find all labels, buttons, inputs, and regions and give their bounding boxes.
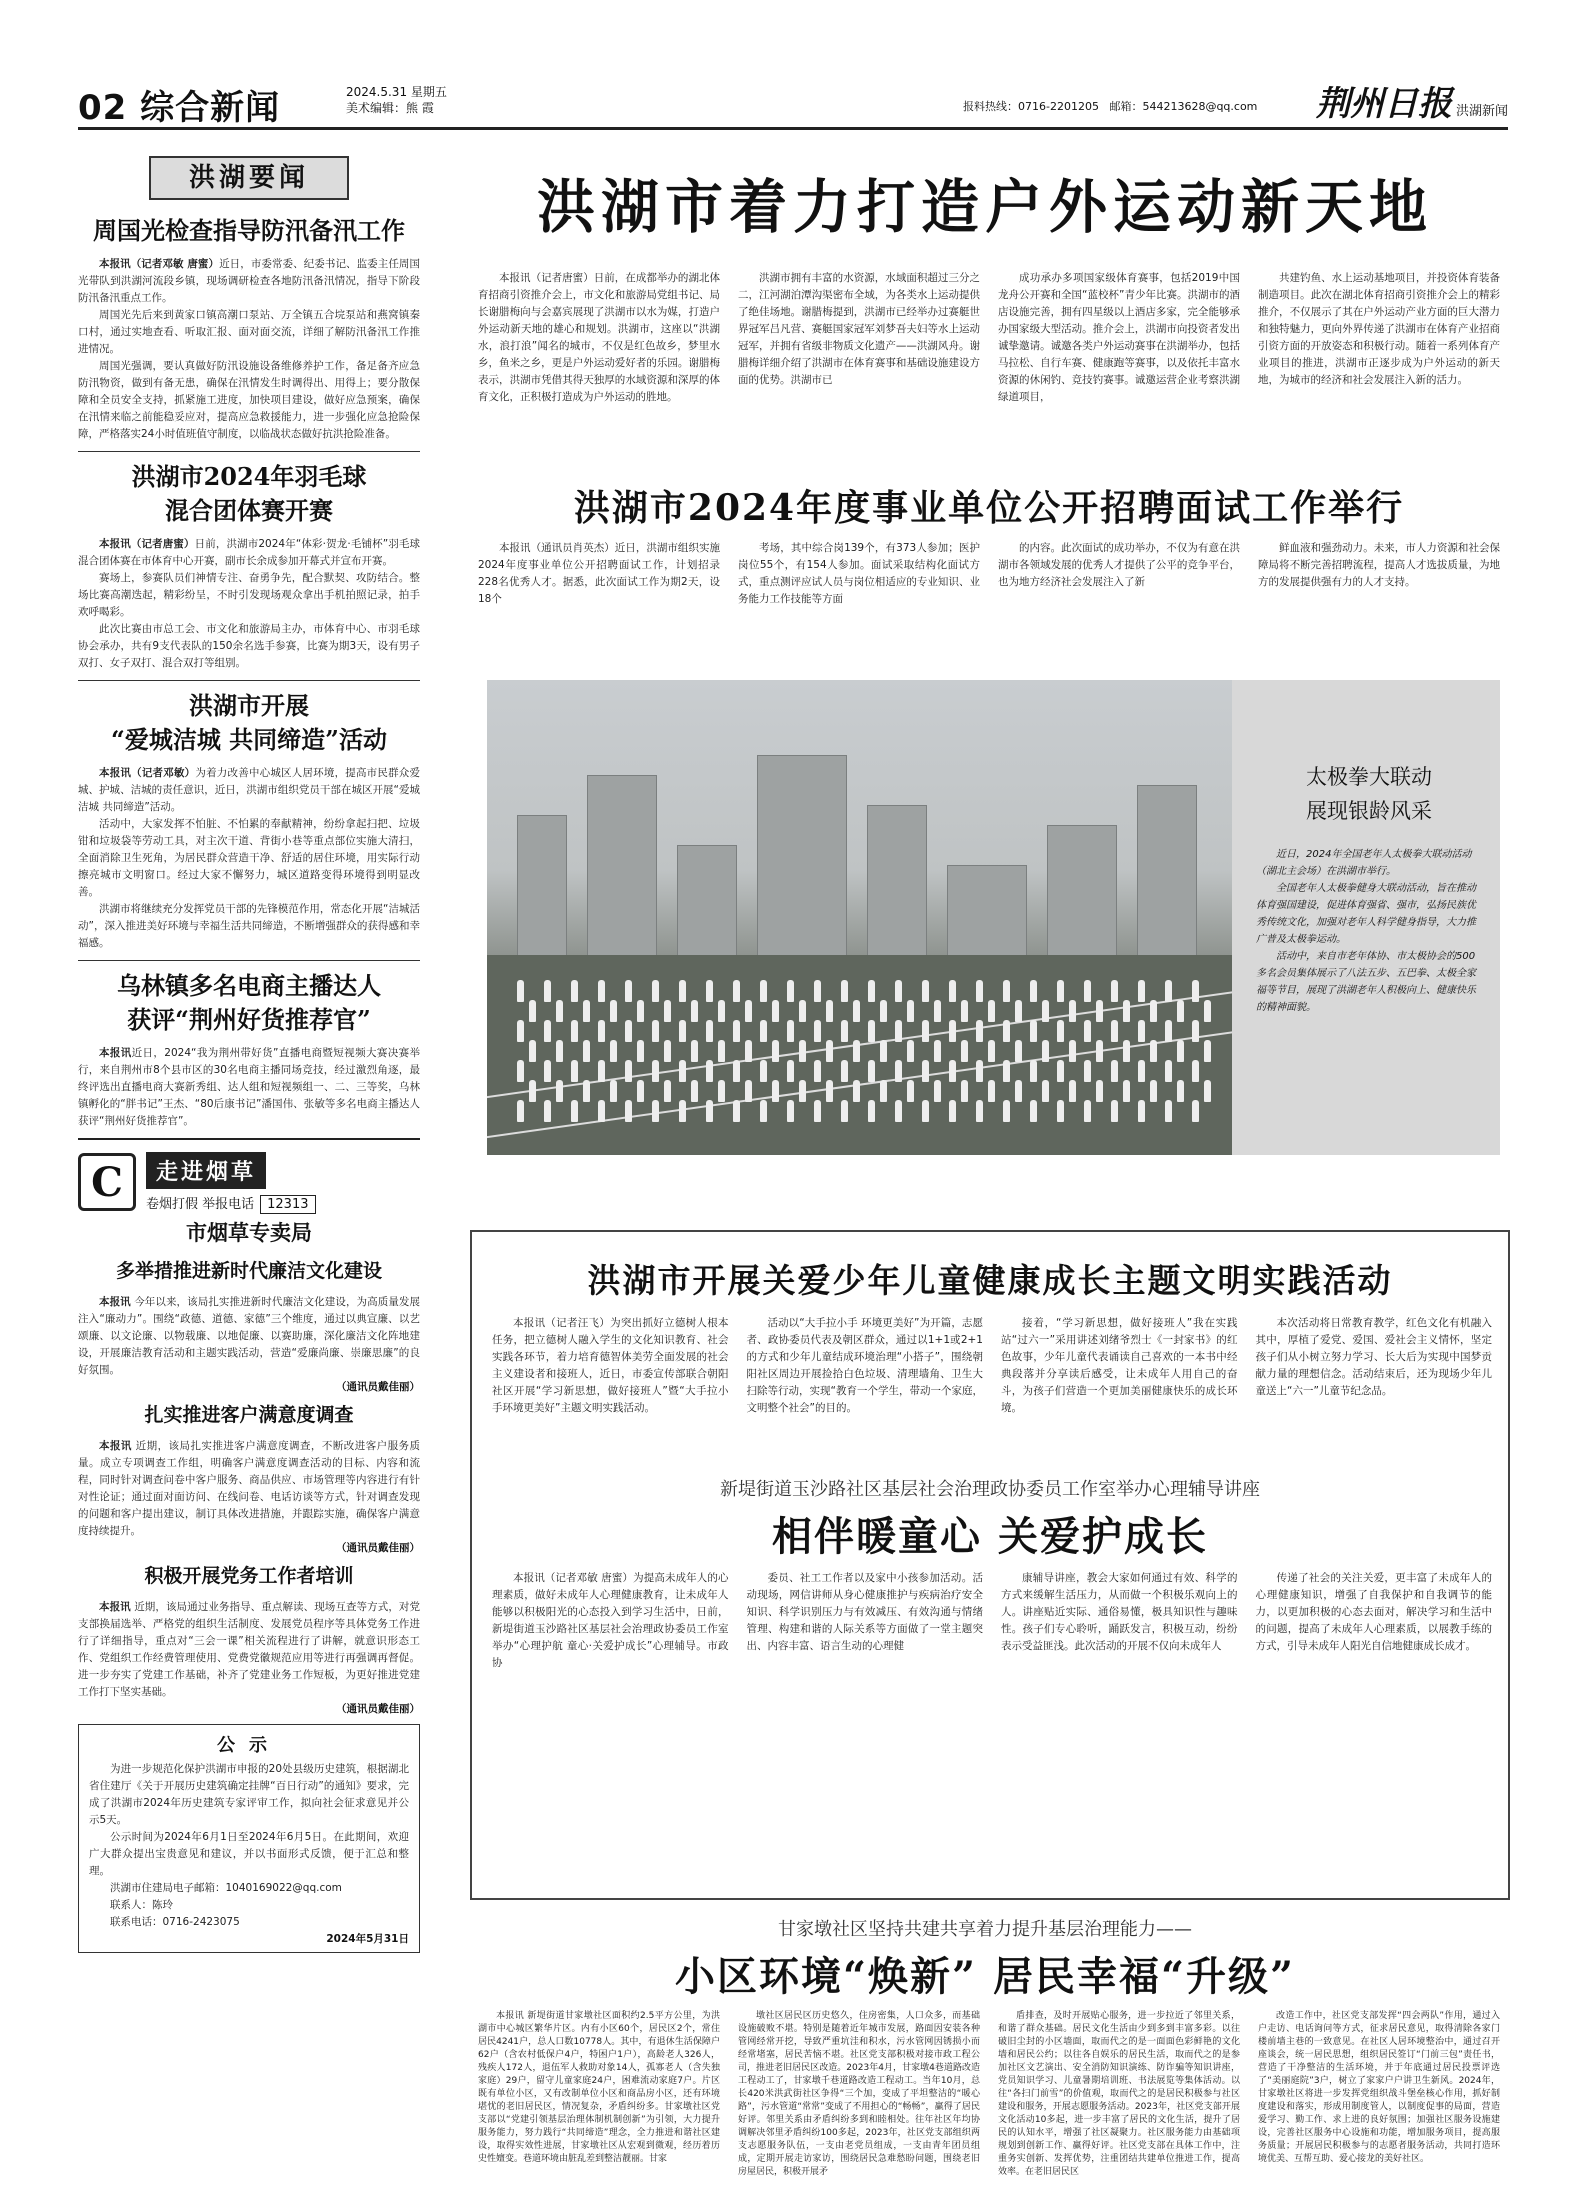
performer-figure [1204, 1040, 1211, 1062]
notice-date: 2024年5月31日 [326, 1933, 409, 1945]
performer-figure [718, 1000, 725, 1022]
article-title: 洪湖市开展关爱少年儿童健康成长主题文明实践活动 [587, 1261, 1393, 1300]
performer-figure [1177, 1000, 1184, 1022]
credit: （通讯员戴佳丽） [336, 1381, 420, 1393]
article-title: 洪湖市2024年羽毛球 混合团体赛开赛 [131, 462, 367, 525]
performer-figure [1084, 1060, 1091, 1082]
contact-line: 报料热线：0716-2201205 邮箱：544213628@qq.com [963, 100, 1258, 113]
performer-figure [1030, 1100, 1037, 1122]
performer-figure [544, 1060, 551, 1082]
article-column: 成功承办多项国家级体育赛事，包括2019中国龙舟公开赛和全国“蓝校杯”青少年比赛。洪湖市的酒店设施完善，拥有四星级以上酒店多家，完全能够承办国家级大型活动。推介会上，洪湖市向投资者发出诚挚邀请。诚邀各类户外运动赛事在洪湖举办，包括马拉松、自行车赛、健康跑等赛事，以及依托丰富水资源的休闲钓、竞技钓赛事。诚邀运营企业考察洪湖绿道项目， [998, 272, 1240, 403]
divider [78, 680, 420, 681]
performer-figure [787, 1020, 794, 1042]
performer-figure [733, 1020, 740, 1042]
performer-figure [760, 1060, 767, 1082]
performer-figure [598, 1100, 605, 1122]
performer-figure [961, 1040, 968, 1062]
performer-figure [1150, 1080, 1157, 1102]
performer-figure [907, 1040, 914, 1062]
article-column: 共建钓鱼、水上运动基地项目，并投资体育装备制造项目。此次在湖北体育招商引资推介会上的精彩推介，不仅展示了其在户外运动产业方面的巨大潜力和独特魅力，更向外界传递了洪湖市在体育产业招商引资方面的开放姿态和积极行动。随着一系列体育产业项目的推进，洪湖市正逐步成为户外运动的新天地，为城市的经济和社会发展注入新的活力。 [1258, 272, 1500, 386]
performer-figure [706, 1100, 713, 1122]
performer-figure [1177, 1040, 1184, 1062]
divider [78, 1138, 420, 1140]
performer-figure [772, 1040, 779, 1062]
caption-body: 近日，2024年全国老年人太极拳大联动活动（湖北主会场）在洪湖市举行。 [1256, 849, 1472, 877]
performer-figure [706, 1020, 713, 1042]
performer-figure [1057, 1020, 1064, 1042]
performer-figure [664, 1040, 671, 1062]
performer-figure [625, 1020, 632, 1042]
paper-logo: 荆州日报 洪湖新闻 [1315, 84, 1508, 124]
article-body [478, 2010, 1500, 2190]
photo-caption [1232, 680, 1500, 1155]
performer-figure [787, 1060, 794, 1082]
performer-figure [517, 980, 524, 1002]
performer-figure [853, 1080, 860, 1102]
performer-figure [1123, 1080, 1130, 1102]
performer-figure [787, 1100, 794, 1122]
article-body: 周国光先后来到黄家口镇高潮口泵站、万全镇五合垸泵站和燕窝镇秦口村，通过实地查看、听取汇报、面对面交流，详细了解防汛备汛工作推进情况。 [78, 309, 420, 355]
performer-figure [517, 1060, 524, 1082]
notice-phone: 联系电话：0716-2423075 [110, 1916, 240, 1928]
article-body: 本报讯 近期，该局扎实推进客户满意度调查，不断改进客户服务质量。成立专项调查工作组，明确客户满意度调查活动的目标、内容和流程，同时针对调查问卷中客户服务、商品供应、市场管理等内容进行有针对性论证；通过面对面访问、在线问卷、电话访谈等方式，针对调查发现的问题和客户提出建议，制订具体改进措施，并跟踪实施，确保客户满意度持续提升。 [78, 1440, 421, 1537]
performer-figure [1003, 1100, 1010, 1122]
article-column: 活动以“大手拉小手 环境更美好”为开篇，志愿者、政协委员代表及朝区群众，通过以1+1或2+1的方式和少年儿童结成环境治理“小搭子”，围绕朝阳社区周边开展捡拾白色垃圾、清理墙角、卫生大扫除等行动，实现“教育一个学生，带动一个家庭，文明整个社会”的目的。 [746, 1317, 983, 1414]
performer-figure [949, 1100, 956, 1122]
performer-figure [1003, 1020, 1010, 1042]
performer-figure [652, 1100, 659, 1122]
performer-figure [583, 1080, 590, 1102]
divider [78, 451, 420, 452]
performer-figure [1192, 980, 1199, 1002]
article-title: 周国光检查指导防汛备汛工作 [93, 216, 405, 245]
performer-figure [1096, 1040, 1103, 1062]
performer-figure [868, 980, 875, 1002]
performer-figure [988, 1080, 995, 1102]
performer-figure [1042, 1040, 1049, 1062]
performer-figure [652, 1020, 659, 1042]
performer-figure [1015, 1040, 1022, 1062]
performer-figure [895, 1100, 902, 1122]
article-title: 扎实推进客户满意度调查 [144, 1404, 354, 1426]
article-column: 洪湖市拥有丰富的水资源，水域面积超过三分之二，江河湖泊潭沟渠密布全域，为各类水上运动提供了绝佳场地。谢腊梅提到，洪湖市已经举办过赛艇世界冠军吕凡营、赛艇国家冠军刘梦吾夫妇等水上运动冠军，并拥有省级非物质文化遗产——洪湖风舟。谢腊梅详细介绍了洪湖市在体育赛事和基础设施建设方面的优势。洪湖市已 [738, 272, 980, 386]
performer-figure [637, 1080, 644, 1102]
issue-meta [346, 84, 447, 116]
performer-figure [1084, 1020, 1091, 1042]
performer-figure [529, 1040, 536, 1062]
performer-figure [745, 1000, 752, 1022]
performer-figure [1003, 1060, 1010, 1082]
performer-figure [733, 1060, 740, 1082]
article-column: 本报讯（记者唐蜜）日前，在成都举办的湖北体育招商引资推介会上，市文化和旅游局党组书记、局长谢腊梅向与会嘉宾展现了洪湖市以水为媒，打造户外运动新天地的雄心和规划。洪湖市，这座以“洪湖水，浪打浪”闻名的城市，不仅是红色故乡，梦里水乡，鱼米之乡，更是户外运动爱好者的乐园。谢腊梅表示，洪湖市凭借其得天独厚的水域资源和深厚的体育文化，正积极打造成为户外运动的胜地。 [478, 272, 720, 403]
performer-figure [583, 1000, 590, 1022]
performer-figure [1138, 1100, 1145, 1122]
article-title: 相伴暖童心 关爱护成长 [772, 1513, 1208, 1560]
performer-figure [841, 980, 848, 1002]
performer-figure [637, 1000, 644, 1022]
performer-figure [1096, 1000, 1103, 1022]
page-number-section: 02 综合新闻 [78, 88, 281, 128]
performer-figure [895, 1020, 902, 1042]
performer-figure [934, 1000, 941, 1022]
performer-figure [745, 1040, 752, 1062]
notice-title: 公示 [217, 1735, 281, 1756]
performer-figure [976, 1100, 983, 1122]
performer-figure [691, 1040, 698, 1062]
performer-figure [652, 980, 659, 1002]
notice-body: 公示时间为2024年6月1日至2024年6月5日。在此期间，欢迎广大群众提出宝贵意见和建议，并以书面形式反馈，便于汇总和整理。 [89, 1831, 409, 1877]
performer-figure [772, 1080, 779, 1102]
performer-figure [529, 1000, 536, 1022]
performer-figure [976, 1020, 983, 1042]
performer-figure [826, 1000, 833, 1022]
performer-figure [961, 1000, 968, 1022]
article-column: 鲜血液和强劲动力。未来，市人力资源和社会保障局将不断完善招聘流程，提高人才选拔质量，为地方的发展提供强有力的人才支持。 [1258, 542, 1500, 588]
notice-contact: 联系人：陈玲 [110, 1899, 173, 1911]
performer-figure [1111, 980, 1118, 1002]
performer-figure [1123, 1040, 1130, 1062]
performer-figure [598, 980, 605, 1002]
performer-figure [907, 1080, 914, 1102]
performer-figure [718, 1080, 725, 1102]
performer-figure [718, 1040, 725, 1062]
article-body: 本报讯近日，2024“我为荆州带好货”直播电商暨短视频大赛决赛举行，来自荆州市8个县市区的30名电商主播同场竞技，经过激烈角逐，最终评选出直播电商大赛新秀组、达人组和短视频组一、二、三等奖，乌林镇孵化的“胖书记”王杰、“80后康书记”潘国伟、张敏等多名电商主播达人获评“荆州好货推荐官”。 [78, 1047, 420, 1127]
article-body: 本报讯（记者邓敏 唐蜜）近日，市委常委、纪委书记、监委主任周国光带队到洪湖河流段乡镇，现场调研检查各地防汛备汛情况，指导下阶段防汛备汛重点工作。 [78, 258, 420, 304]
article-body: 本报讯 今年以来，该局扎实推进新时代廉洁文化建设，为高质量发展注入“廉动力”。围绕“政德、道德、家德”三个维度，通过以典宣廉、以艺颂廉、以文论廉、以物载廉、以地促廉、以赛助廉，深化廉洁文化阵地建设，开展廉洁教育活动和主题实践活动，营造“爱廉尚廉、崇廉思廉”的良好氛围。 [78, 1296, 421, 1376]
performer-figure [1204, 1080, 1211, 1102]
performer-figure [907, 1000, 914, 1022]
performer-figure [949, 980, 956, 1002]
performer-figure [529, 1080, 536, 1102]
performer-figure [1123, 1000, 1130, 1022]
performer-figure [544, 1100, 551, 1122]
article-column: 考场，其中综合岗139个，有373人参加；医护岗位55个，有154人参加。面试采取结构化面试方式，重点测评应试人员与岗位相适应的专业知识、业务能力工作技能等方面 [738, 542, 980, 605]
article-body: 赛场上，参赛队员们神情专注、奋勇争先，配合默契、攻防结合。整场比赛高潮迭起，精彩纷呈，不时引发现场观众拿出手机拍照记录，拍手欢呼喝彩。 [78, 572, 420, 618]
performer-figure [841, 1020, 848, 1042]
article-body: 此次比赛由市总工会、市文化和旅游局主办，市体育中心、市羽毛球协会承办，共有9支代表队的150余名选手参赛，比赛为期3天，设有男子双打、女子双打、混合双打等组别。 [78, 623, 420, 669]
performer-figure [895, 980, 902, 1002]
performer-figure [760, 1100, 767, 1122]
performer-figure [583, 1040, 590, 1062]
article-title: 洪湖市开展 “爱城洁城 共同缔造”活动 [111, 691, 387, 754]
performer-figure [679, 1100, 686, 1122]
article-column: 的内容。此次面试的成功举办，不仅为有意在洪湖市各领域发展的优秀人才提供了公平的竞争平台，也为地方经济社会发展注入了新 [998, 542, 1240, 588]
performer-figure [652, 1060, 659, 1082]
article-title: 多举措推进新时代廉洁文化建设 [115, 1260, 382, 1282]
performer-figure [1069, 1080, 1076, 1102]
performer-figure [1165, 980, 1172, 1002]
performer-figure [1057, 1100, 1064, 1122]
performer-figure [814, 1020, 821, 1042]
performer-figure [961, 1080, 968, 1102]
article-column: 改造工作中，社区党支部发挥“四会两队”作用，通过入户走访、电话询问等方式，征求居民意见，取得清除各家门楼前墙主巷的一致意见。在社区人居环境整治中，通过召开座谈会，统一居民思想，组织居民签订“门前三包”责任书，营造了干净整洁的生活环境，并于年底通过居民投票评选了“美丽庭院”3户，树立了家家户户讲卫生新风。2024年，甘家墩社区将进一步发挥党组织战斗堡垒核心作用，抓好制度建设和落实，形成用制度管人，以制度促事的局面，营造爱学习、勤工作、求上进的良好氛围；加强社区服务设施建设，完善社区服务中心设施和功能，增加服务项目，提高服务质量；开展居民积极参与的志愿者服务活动，共同打造环境优美、互帮互助、爱心接龙的美好社区。 [1258, 2011, 1500, 2164]
performer-figure [679, 980, 686, 1002]
performer-figure [544, 1020, 551, 1042]
lead-article-body [478, 270, 1500, 406]
article-title: 洪湖市2024年度事业单位公开招聘面试工作举行 [573, 487, 1405, 529]
performer-figure [976, 1060, 983, 1082]
public-notice [78, 1724, 420, 1953]
performer-figure [772, 1000, 779, 1022]
performer-figure [976, 980, 983, 1002]
performer-figure [1150, 1000, 1157, 1022]
performer-figure [826, 1040, 833, 1062]
performer-figure [799, 1040, 806, 1062]
report-hotline: 卷烟打假 举报电话 12313 [146, 1193, 420, 1212]
performer-figure [949, 1060, 956, 1082]
article-column: 本报讯（记者汪飞）为突出抓好立德树人根本任务，把立德树人融入学生的文化知识教育、社会实践各环节，着力培育德智体美劳全面发展的社会主义建设者和接班人，近日，市委宣传部联合朝阳社区开展“学习新思想，做好接班人”暨“大手拉小手环境更美好”主题文明实践活动。 [492, 1317, 729, 1414]
article-body: 周国光强调，要认真做好防汛设施设备维修养护工作，备足备齐应急防汛物资，做到有备无患，确保在汛情发生时调得出、用得上；要分散保障和全员安全支持，抓紧施工进度，加快项目建设，做好应急预案，确保在汛情来临之前能稳妥应对，提高应急救援能力，进一步强化应急抢险保障，严格落实24小时值班值守制度，以临战状态做好抗洪抢险准备。 [78, 360, 420, 440]
performer-figure [922, 1020, 929, 1042]
notice-email: 洪湖市住建局电子邮箱：1040169022@qq.com [110, 1882, 342, 1894]
performer-figure [1165, 1100, 1172, 1122]
left-column [78, 150, 420, 1953]
performer-figure [799, 1000, 806, 1022]
performer-figure [814, 980, 821, 1002]
performer-figure [787, 980, 794, 1002]
performer-figure [691, 1080, 698, 1102]
article-column: 盾排查，及时开展贴心服务，进一步拉近了邻里关系，和谐了群众基础。居民文化生活由少到多到丰富多彩。以往破旧尘封的小区墙面，取而代之的是一面面色彩鲜艳的文化墙和居民公约；以往各自娱乐的居民生活，取而代之的是参加社区文艺演出、安全消防知识演练、防诈骗等知识讲座，党员知识学习、儿童暑期培训班、书法展览等集体活动。以往“各扫门前雪”的价值观，取而代之的是居民积极参与社区建设和服务，开展志愿服务活动。2023年，社区党支部开展文化活动10多起，进一步丰富了居民的文化生活，提升了居民的认知水平，增强了社区凝聚力。社区服务能力由基础项规划到创新工作、赢得好评。社区党支部在具体工作中，注重务实创新、发挥优势，注重团结共建单位推进工作，提高效率。在老旧居民区 [998, 2011, 1240, 2177]
performer-figure [1204, 1000, 1211, 1022]
performer-figure [1084, 980, 1091, 1002]
article-column: 接着，“学习新思想，做好接班人”我在实践站“过六一”采用讲述刘绪爷烈士《一封家书》的红色故事，少年儿童代表诵读自己喜欢的一本书中经典段落并分享读后感受，让未成年人用自己的奋斗，为孩子们营造一个更加美丽健康快乐的成长环境。 [1001, 1317, 1238, 1414]
taichi-photo [487, 680, 1232, 1155]
performer-figure [814, 1060, 821, 1082]
performer-figure [841, 1100, 848, 1122]
performer-figure [571, 1060, 578, 1082]
performer-figure [760, 1020, 767, 1042]
performer-figure [868, 1020, 875, 1042]
performer-figure [1030, 1060, 1037, 1082]
article-body: 本报讯（记者邓敏）为着力改善中心城区人居环境，提高市民群众爱城、护城、洁城的责任意识，近日，洪湖市组织党员干部在城区开展“爱城洁城 共同缔造”活动。 [78, 767, 421, 813]
performer-figure [1165, 1060, 1172, 1082]
masthead [78, 70, 1508, 130]
performer-figure [733, 1100, 740, 1122]
article-column: 康辅导讲座，教会大家如何通过有效、科学的方式来缓解生活压力，从而做一个积极乐观向上的人。讲座贴近实际、通俗易懂，极具知识性与趣味性。孩子们专心聆听，踊跃发言，积极互动，纷纷表示受益匪浅。此次活动的开展不仅向未成年人 [1001, 1572, 1238, 1652]
performer-figure [868, 1060, 875, 1082]
article-title: 小区环境“焕新” 居民幸福“升级” [675, 1953, 1295, 2000]
caption-body: 全国老年人太极拳健身大联动活动，旨在推动体育强国建设，促进体育强省、强市，弘扬民族优秀传统文化，加强对老年人科学健身指导，大力推广普及太极拳运动。 [1256, 883, 1476, 945]
article-body [492, 1315, 1492, 1417]
performer-figure [853, 1000, 860, 1022]
performer-figure [1165, 1020, 1172, 1042]
performer-figure [826, 1080, 833, 1102]
performer-figure [1177, 1080, 1184, 1102]
performer-figure [1057, 1060, 1064, 1082]
article-body: 活动中，大家发挥不怕脏、不怕累的奉献精神，纷纷拿起扫把、垃圾钳和垃圾袋等劳动工具，对主次干道、背街小巷等重点部位实施大清扫，全面消除卫生死角，为居民群众营造干净、舒适的居住环境，用实际行动擦亮城市文明窗口。经过大家不懈努力，城区道路变得环境得到明显改善。 [78, 818, 420, 898]
performer-figure [1069, 1000, 1076, 1022]
article-column: 墩社区居民区历史悠久，住房密集，人口众多，而基础设施破败不堪。特别是随着近年城市发展，路面因安装各种管网经常开挖，导致严重坑洼和积水，污水管网因锈损小而经常堵塞，居民苦恼不堪。社区党支部积极对接市政工程公司，推进老旧居民区改造。2023年4月，甘家墩4巷道路改造工程动工了，甘家墩千巷道路改造工程动工。当年10月，总长420米洪武街社区争得“三个加，变成了平坦整洁的“暖心路”，污水管道“常常”变成了不用担心的“畅畅”，赢得了居民好评。邻里关系由矛盾纠纷多到和睦相处。往年社区年均协调解决邻里矛盾纠纷100多起，2023年，社区党支部组织两支志愿服务队伍，一支由老党员组成，一支由青年团员组成，定期开展走访家访，围绕居民急难愁盼问题，围绕老旧房屋居民，积极开展矛 [738, 2011, 980, 2177]
performer-figure [1069, 1040, 1076, 1062]
performer-figure [1150, 1040, 1157, 1062]
performer-figure [1192, 1060, 1199, 1082]
article-title: 积极开展党务工作者培训 [144, 1565, 354, 1587]
divider [78, 960, 420, 961]
article-title: 乌林镇多名电商主播达人 获评“荆州好货推荐官” [117, 971, 381, 1034]
performer-figure [988, 1040, 995, 1062]
article-column: 本报讯 新堤街道甘家墩社区面积约2.5平方公里，为洪湖市中心城区繁华片区。内有小区60个，居民区2个，常住居民4241户，总人口数10778人。其中，有退休生活保障户62户（含农村低保户4户，特困户1户），高龄老人326人，残疾人172人，退伍军人救助对象14人，孤寡老人（含失独家庭）29户，留守儿童家庭24户，困难流动家庭7户。片区既有单位小区，又有改制单位小区和商品房小区，还有环境堪忧的老旧居民区，情况复杂，矛盾纠纷多。甘家墩社区党支部以“党建引领基层治理体制机制创新”为引领，大力提升服务能力，努力践行“共同缔造”理念，全力推进和谐社区建设，取得实效性进展，甘家墩社区从宏观到微观，经历着历史性嬗变。巷道环境由脏乱差到整洁靓丽。甘家 [478, 2011, 720, 2164]
performer-figure [1084, 1100, 1091, 1122]
performer-figure [517, 1020, 524, 1042]
performer-figure [571, 1020, 578, 1042]
performer-figure [625, 1060, 632, 1082]
performer-figure [598, 1020, 605, 1042]
performer-figure [691, 1000, 698, 1022]
performer-figure [799, 1080, 806, 1102]
article-column: 传递了社会的关注关爱，更丰富了未成年人的心理健康知识，增强了自我保护和自我调节的能力，以更加积极的心态去面对，解决学习和生活中的问题，提高了未成年人心理素质，以展教手练的方式，引导未成年人阳光自信地健康成长成才。 [1255, 1572, 1492, 1652]
credit: （通讯员戴佳丽） [336, 1703, 420, 1715]
performer-figure [637, 1040, 644, 1062]
performer-figure [625, 1100, 632, 1122]
performer-figure [1003, 980, 1010, 1002]
article-body [492, 1570, 1492, 1672]
performer-figure [556, 1040, 563, 1062]
credit: （通讯员戴佳丽） [336, 1542, 420, 1554]
performer-figure [1111, 1060, 1118, 1082]
performer-figure [706, 980, 713, 1002]
performer-figure [679, 1060, 686, 1082]
performer-figure [880, 1000, 887, 1022]
performer-figure [544, 980, 551, 1002]
article-kicker: 新堤街道玉沙路社区基层社会治理政协委员工作室举办心理辅导讲座 [720, 1479, 1260, 1500]
notice-body: 为进一步规范化保护洪湖市申报的20处县级历史建筑，根据湖北省住建厅《关于开展历史建筑确定挂牌“百日行动”的通知》要求，完成了洪湖市2024年历史建筑专家评审工作，拟向社会征求意见并公示5天。 [89, 1763, 409, 1826]
performer-figure [1042, 1080, 1049, 1102]
performer-figure [922, 1100, 929, 1122]
performer-figure [571, 1100, 578, 1122]
section-banner: 洪湖要闻 [149, 156, 349, 200]
performer-figure [571, 980, 578, 1002]
performer-figure [1111, 1020, 1118, 1042]
performer-figure [1015, 1080, 1022, 1102]
performer-figure [895, 1060, 902, 1082]
performer-figure [679, 1020, 686, 1042]
performer-figure [1111, 1100, 1118, 1122]
performer-figure [706, 1060, 713, 1082]
performer-figure [841, 1060, 848, 1082]
performer-figure [934, 1040, 941, 1062]
performer-figure [664, 1000, 671, 1022]
article-body: 洪湖市将继续充分发挥党员干部的先锋模范作用，常态化开展“洁城活动”，深入推进美好环境与幸福生活共同缔造，不断增强群众的获得感和幸福感。 [78, 903, 420, 949]
performer-figure [1030, 980, 1037, 1002]
performer-figure [1192, 1100, 1199, 1122]
performer-figure [922, 1060, 929, 1082]
performer-figure [880, 1080, 887, 1102]
article-body [478, 540, 1500, 608]
performer-figure [610, 1000, 617, 1022]
article-body: 本报讯（记者唐蜜）日前，洪湖市2024年“体彩·贺龙·毛铺杯”羽毛球混合团体赛在市体育中心开赛，副市长余成参加开幕式并宣布开赛。 [78, 538, 421, 567]
performer-figure [598, 1060, 605, 1082]
performer-figure [1138, 980, 1145, 1002]
performer-figure [556, 1080, 563, 1102]
issue-date: 2024.5.31 星期五 [346, 85, 447, 99]
performer-figure [1138, 1020, 1145, 1042]
performer-figure [517, 1100, 524, 1122]
article-column: 本报讯（通讯员肖英杰）近日，洪湖市组织实施2024年度事业单位公开招聘面试工作，计划招录228名优秀人才。据悉，此次面试工作为期2天，设18个 [478, 542, 720, 605]
caption-title: 太极拳大联动 展现银龄风采 [1306, 765, 1432, 823]
performer-figure [880, 1040, 887, 1062]
performer-figure [1015, 1000, 1022, 1022]
performer-figure [853, 1040, 860, 1062]
article-kicker: 甘家墩社区坚持共建共享着力提升基层治理能力—— [778, 1919, 1192, 1940]
performer-figure [625, 980, 632, 1002]
performer-figure [949, 1020, 956, 1042]
performer-figure [922, 980, 929, 1002]
performer-figure [556, 1000, 563, 1022]
performer-figure [760, 980, 767, 1002]
performer-figure [610, 1040, 617, 1062]
performer-figure [1192, 1020, 1199, 1042]
article-column: 本报讯（记者邓敏 唐蜜）为提高未成年人的心理素质，做好未成年人心理健康教育，让未成年人能够以积极阳光的心态投入到学习生活中，日前，新堤街道玉沙路社区基层社会治理政协委员工作室举办“心理护航 童心·关爱护成长”心理辅导。市政协 [492, 1572, 729, 1669]
performer-figure [814, 1100, 821, 1122]
performer-figure [610, 1080, 617, 1102]
performer-figure [1138, 1060, 1145, 1082]
performer-figure [868, 1100, 875, 1122]
performer-figure [745, 1080, 752, 1102]
art-editor: 美术编辑：熊 霞 [346, 101, 434, 115]
performer-figure [1057, 980, 1064, 1002]
column-title: 走进烟草 [146, 1152, 266, 1189]
article-column: 委员、社工工作者以及家中小孩参加活动。活动现场，网信讲师从身心健康推护与疾病治疗安全知识、科学识别压力与有效减压、有效沟通与情绪管理、构建和谐的人际关系等方面做了一堂主题突出、内容丰富、语言生动的心理健 [746, 1572, 983, 1652]
performer-figure [1042, 1000, 1049, 1022]
article-column: 本次活动将日常教育教学，红色文化有机融入其中，厚植了爱党、爱国、爱社会主义情怀，坚定孩子们从小树立努力学习、长大后为实现中国梦贡献力量的理想信念。活动结束后，还为现场少年儿童送上“六一”儿童节纪念品。 [1255, 1317, 1492, 1397]
performer-figure [988, 1000, 995, 1022]
performer-figure [934, 1080, 941, 1102]
lead-headline: 洪湖市着力打造户外运动新天地 [536, 173, 1433, 241]
column-org: 市烟草专卖局 [186, 1220, 312, 1245]
performer-figure [1096, 1080, 1103, 1102]
performer-figure [1030, 1020, 1037, 1042]
tobacco-logo-icon: C [78, 1153, 136, 1211]
performer-figure [664, 1080, 671, 1102]
caption-body: 活动中，来自市老年体协、市太极协会的500多名会员集体展示了八法五步、五巴拳、太极全家福等节目，展现了洪湖老年人积极向上、健康快乐的精神面貌。 [1256, 951, 1476, 1013]
performer-figure [733, 980, 740, 1002]
article-body: 本报讯 近期，该局通过业务指导、重点解读、现场互查等方式，对党支部换届选举、严格党的组织生活制度、发展党员程序等具体党务工作进行了详细指导，重点对“三会一课”相关流程进行了讲解，就意识形态工作、党组织工作经费管理使用、党费党徽规范应用等进行再强调再督促。进一步夯实了党建工作基础，补齐了党建业务工作短板，为更好推进党建工作打下坚实基础。 [78, 1601, 421, 1698]
tobacco-column-header [78, 1152, 420, 1212]
